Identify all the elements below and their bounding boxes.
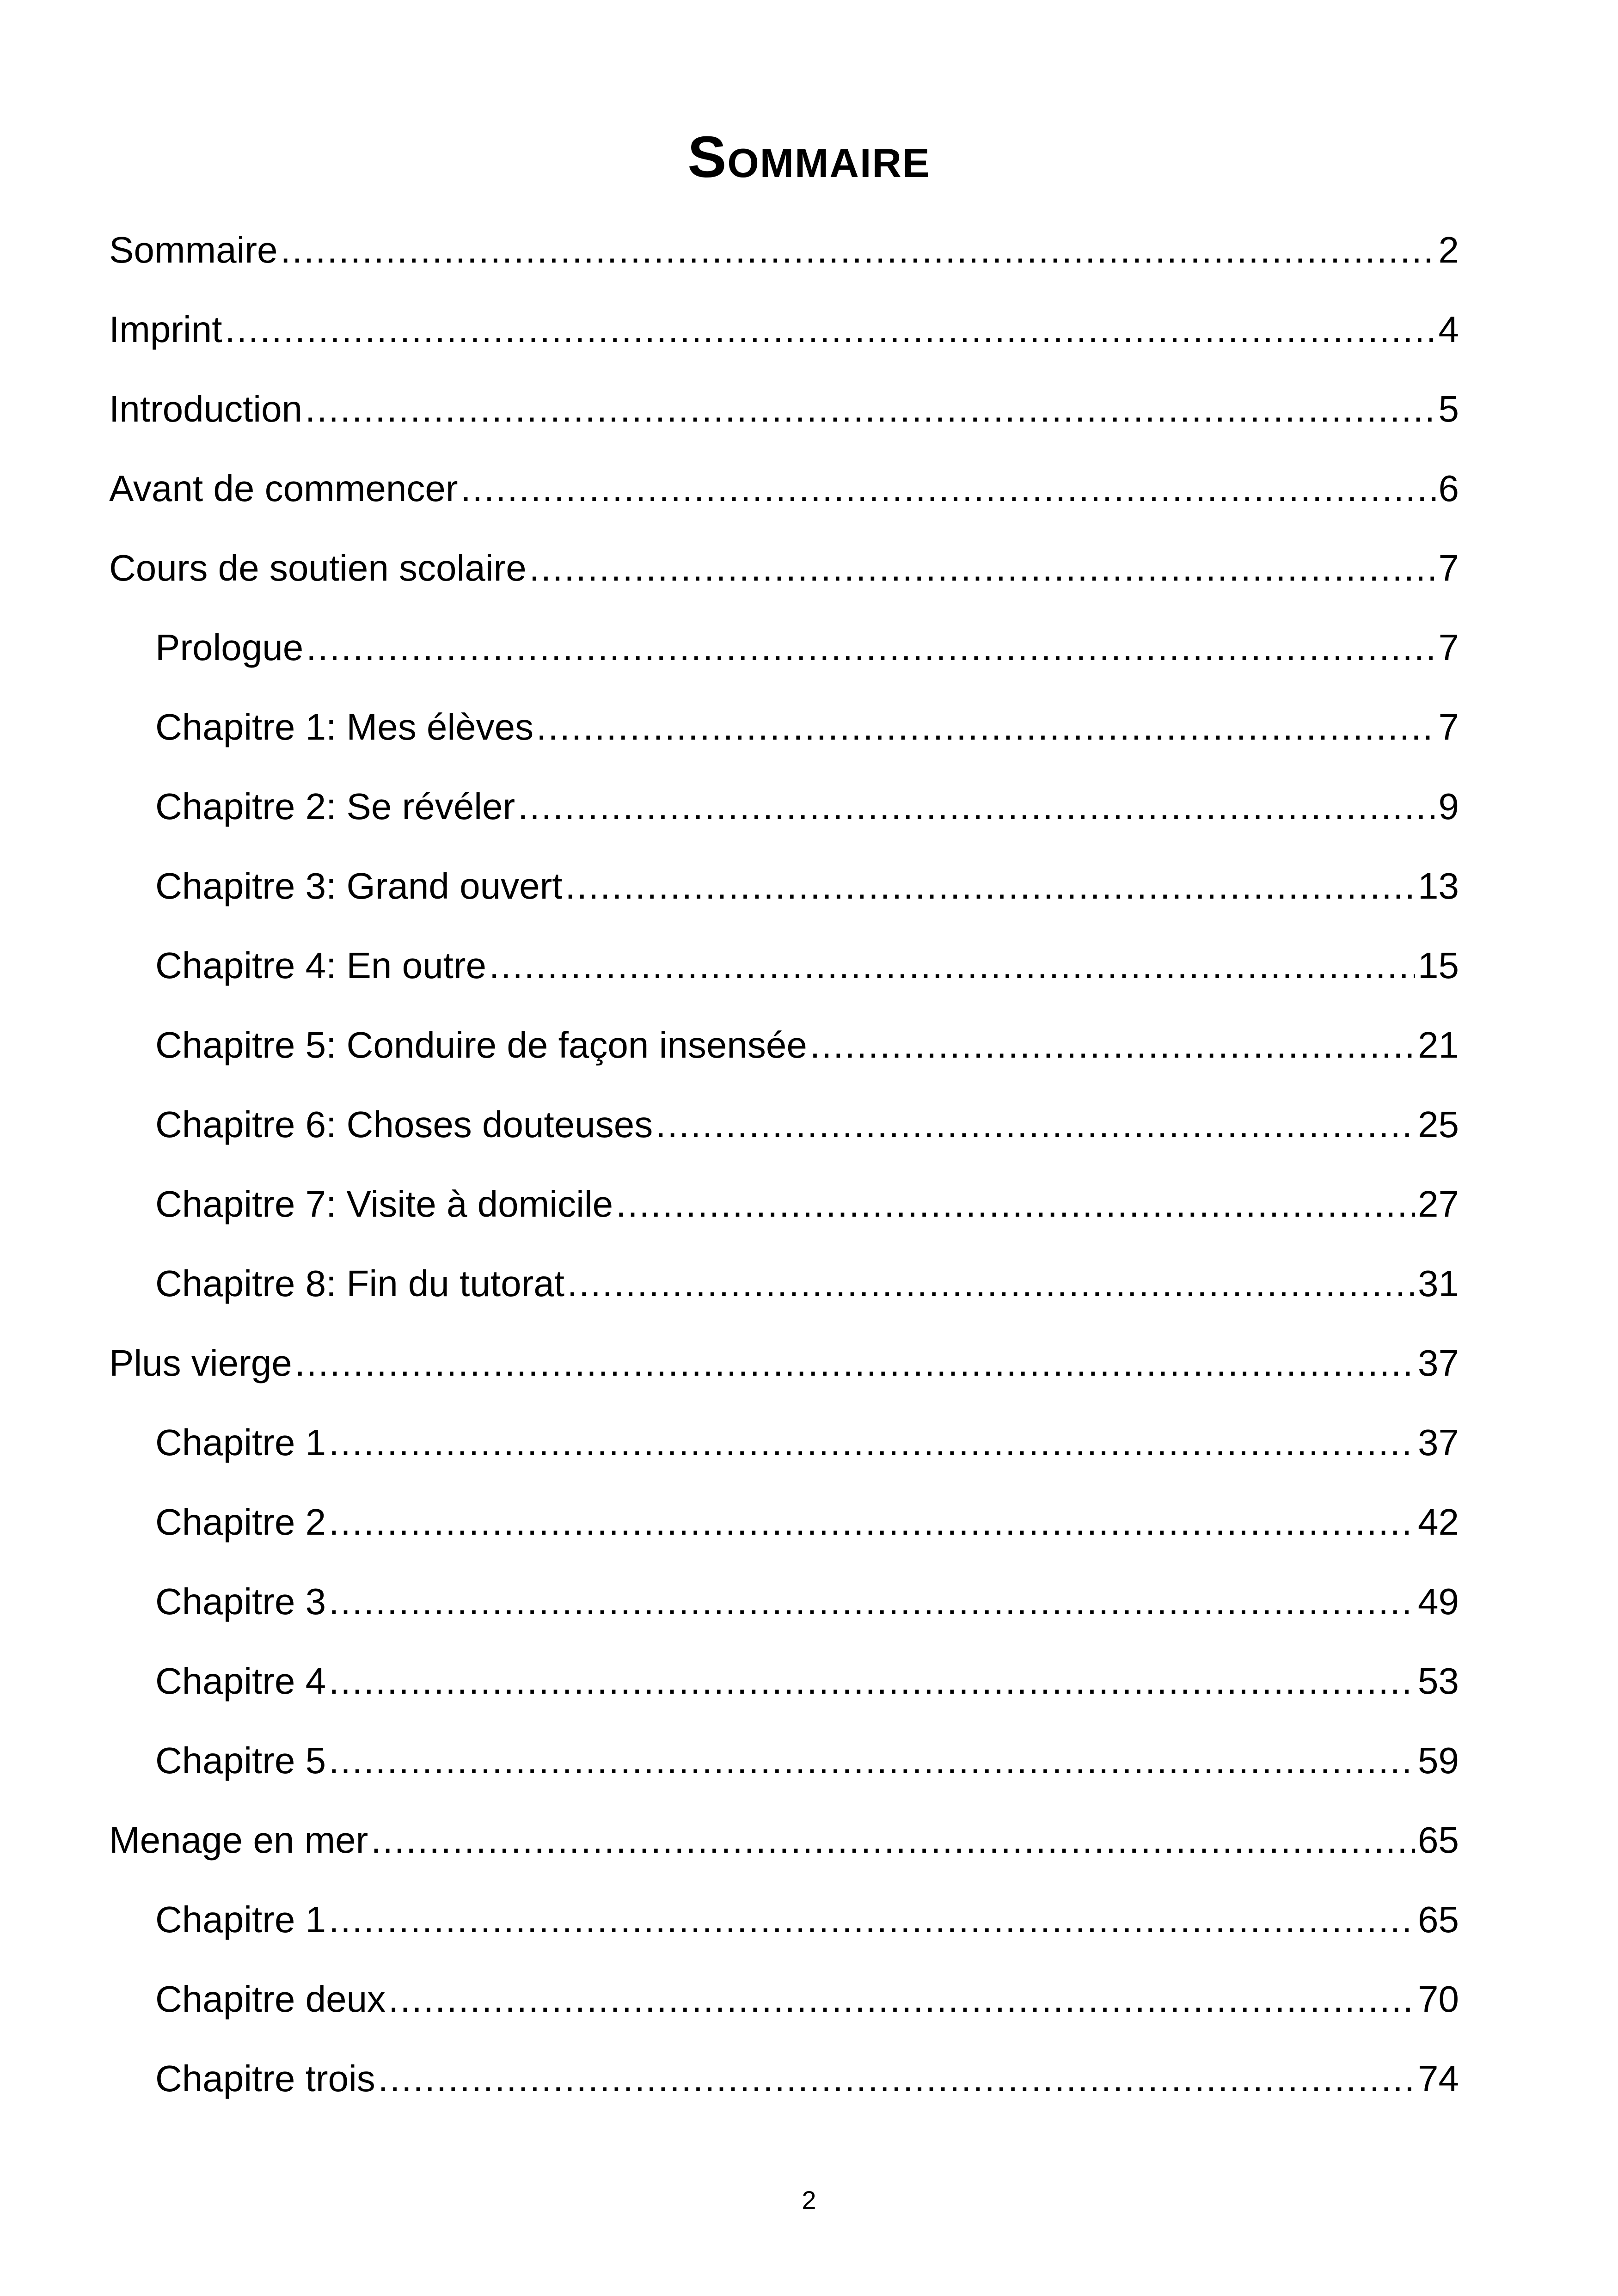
toc-entry[interactable] [109, 528, 1459, 608]
toc-entry-label: Chapitre 1 [155, 1899, 326, 1940]
toc-entry-label: Chapitre 1 [155, 1422, 326, 1463]
toc-entry[interactable] [109, 1880, 1459, 1959]
toc-entry-label: Chapitre trois [155, 2058, 375, 2099]
toc-entry[interactable] [109, 290, 1459, 369]
toc-dot-leader [305, 369, 1435, 449]
toc-entry-label: Chapitre 7: Visite à domicile [155, 1183, 613, 1225]
toc-entry-page: 31 [1418, 1263, 1459, 1304]
toc-entry-label: Sommaire [109, 229, 278, 270]
toc-entry[interactable] [109, 608, 1459, 687]
toc-dot-leader [329, 1880, 1415, 1959]
toc-entry[interactable] [109, 369, 1459, 449]
toc-entry[interactable] [109, 1641, 1459, 1721]
toc-entry-page: 65 [1418, 1899, 1459, 1940]
toc-entry-label: Chapitre 3 [155, 1581, 326, 1622]
toc-dot-leader [295, 1323, 1415, 1403]
toc-dot-leader [567, 1244, 1415, 1323]
toc-entry[interactable] [109, 1403, 1459, 1482]
toc-entry-label: Prologue [155, 627, 304, 668]
toc-entry-page: 42 [1418, 1501, 1459, 1543]
toc-entry-label: Chapitre 4: En outre [155, 945, 486, 986]
toc-entry-page: 6 [1438, 468, 1459, 509]
toc-entry-page: 5 [1438, 388, 1459, 429]
toc-dot-leader [329, 1641, 1415, 1721]
toc-entry-page: 37 [1418, 1342, 1459, 1384]
toc-entry-page: 53 [1418, 1660, 1459, 1702]
toc-dot-leader [371, 1800, 1415, 1880]
toc-entry-page: 2 [1438, 229, 1459, 270]
toc-entry[interactable] [109, 926, 1459, 1005]
toc-entry[interactable] [109, 846, 1459, 926]
toc-entry-page: 7 [1438, 706, 1459, 747]
toc-entry-label: Menage en mer [109, 1819, 368, 1861]
toc-entry-label: Chapitre 2: Se révéler [155, 786, 515, 827]
page-number: 2 [802, 2186, 816, 2215]
toc-entry-page: 7 [1438, 627, 1459, 668]
toc-entry[interactable] [109, 1562, 1459, 1641]
toc-entry[interactable] [109, 210, 1459, 290]
toc-dot-leader [529, 528, 1436, 608]
toc-entry[interactable] [109, 687, 1459, 767]
toc-entry-page: 65 [1418, 1819, 1459, 1861]
toc-entry-label: Introduction [109, 388, 303, 429]
toc-entry-page: 70 [1418, 1978, 1459, 2020]
toc-entry-page: 37 [1418, 1422, 1459, 1463]
toc-dot-leader [656, 1085, 1415, 1164]
toc-entry-page: 13 [1418, 865, 1459, 906]
toc-entry[interactable] [109, 1800, 1459, 1880]
toc-dot-leader [616, 1164, 1415, 1244]
toc-entry-page: 59 [1418, 1740, 1459, 1781]
toc-entry-label: Chapitre 6: Choses douteuses [155, 1104, 653, 1145]
toc-entry[interactable] [109, 1005, 1459, 1085]
toc-dot-leader [281, 210, 1436, 290]
toc-dot-leader [225, 290, 1436, 369]
toc-entry-label: Chapitre 8: Fin du tutorat [155, 1263, 564, 1304]
toc-entry[interactable] [109, 767, 1459, 846]
toc-dot-leader [329, 1482, 1415, 1562]
toc-entry[interactable] [109, 1482, 1459, 1562]
toc-dot-leader [378, 2039, 1415, 2118]
toc-entry[interactable] [109, 1959, 1459, 2039]
toc-entry-label: Plus vierge [109, 1342, 292, 1384]
toc-dot-leader [388, 1959, 1415, 2039]
toc-dot-leader [306, 608, 1435, 687]
toc-entry-label: Chapitre 5 [155, 1740, 326, 1781]
table-of-contents [109, 210, 1459, 2118]
toc-dot-leader [489, 926, 1415, 1005]
toc-entry[interactable] [109, 2039, 1459, 2118]
toc-entry[interactable] [109, 1721, 1459, 1800]
page-title: Sommaire [687, 124, 931, 190]
toc-entry-page: 15 [1418, 945, 1459, 986]
toc-dot-leader [329, 1403, 1415, 1482]
toc-entry-label: Imprint [109, 309, 222, 350]
toc-entry-page: 74 [1418, 2058, 1459, 2099]
toc-entry-page: 21 [1418, 1024, 1459, 1065]
toc-entry[interactable] [109, 449, 1459, 528]
toc-dot-leader [565, 846, 1415, 926]
toc-entry-page: 49 [1418, 1581, 1459, 1622]
toc-entry-label: Chapitre 4 [155, 1660, 326, 1702]
toc-entry-page: 4 [1438, 309, 1459, 350]
toc-entry[interactable] [109, 1244, 1459, 1323]
toc-entry[interactable] [109, 1323, 1459, 1403]
toc-dot-leader [518, 767, 1435, 846]
toc-entry-label: Chapitre 2 [155, 1501, 326, 1543]
toc-dot-leader [460, 449, 1435, 528]
toc-entry-label: Chapitre 1: Mes élèves [155, 706, 534, 747]
toc-dot-leader [329, 1721, 1415, 1800]
toc-entry[interactable] [109, 1164, 1459, 1244]
toc-entry-page: 25 [1418, 1104, 1459, 1145]
toc-entry-page: 7 [1438, 547, 1459, 588]
toc-entry-page: 9 [1438, 786, 1459, 827]
toc-entry-label: Chapitre deux [155, 1978, 386, 2020]
toc-dot-leader [536, 687, 1435, 767]
toc-entry-page: 27 [1418, 1183, 1459, 1225]
toc-entry-label: Avant de commencer [109, 468, 458, 509]
toc-entry-label: Chapitre 3: Grand ouvert [155, 865, 563, 906]
toc-dot-leader [810, 1005, 1415, 1085]
toc-entry-label: Chapitre 5: Conduire de façon insensée [155, 1024, 807, 1065]
toc-entry-label: Cours de soutien scolaire [109, 547, 527, 588]
toc-entry[interactable] [109, 1085, 1459, 1164]
toc-dot-leader [329, 1562, 1415, 1641]
